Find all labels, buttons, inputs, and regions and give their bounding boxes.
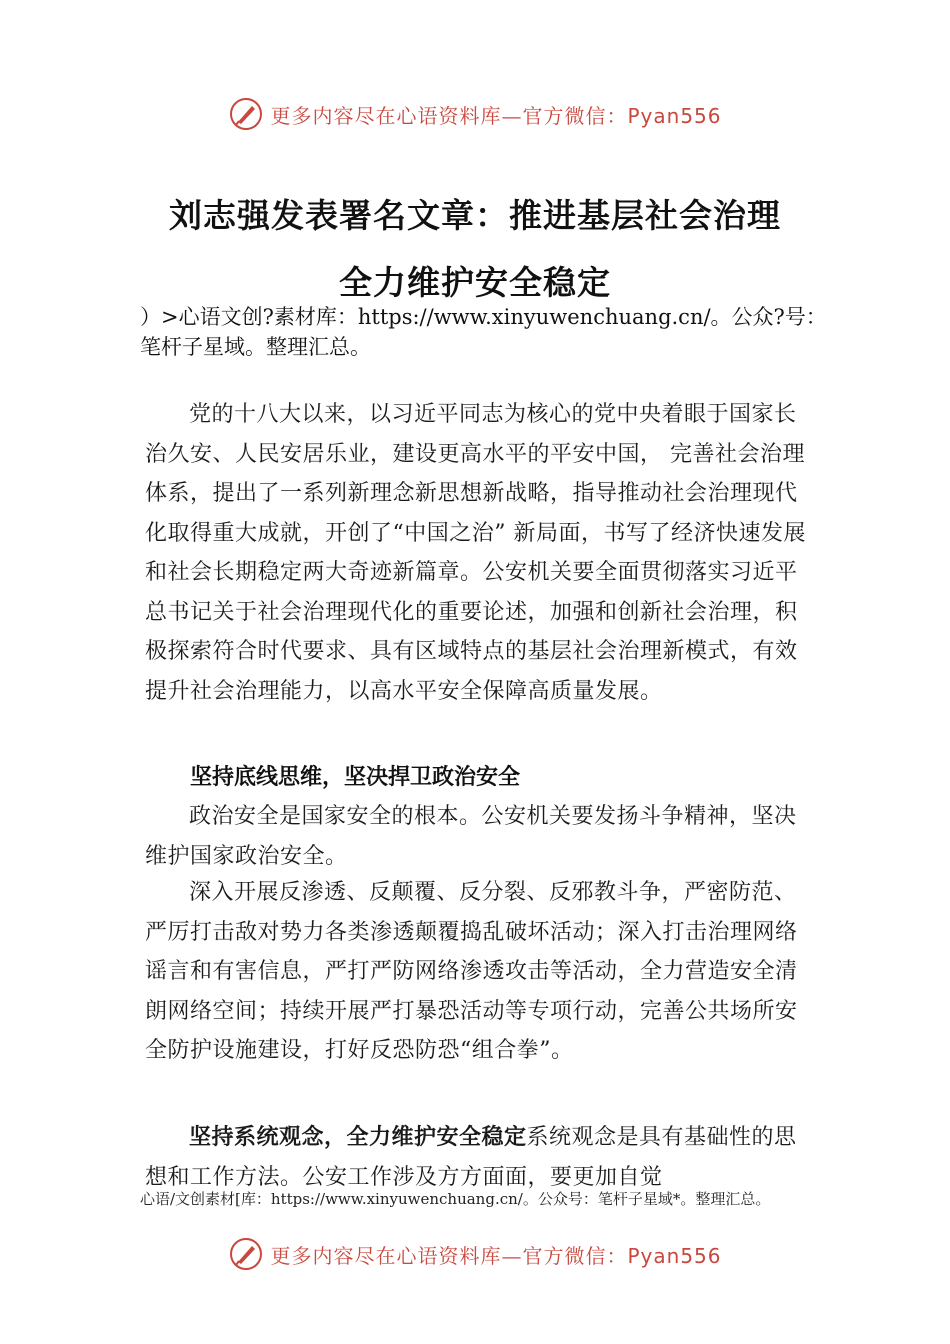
- header-banner: [0, 90, 950, 138]
- paragraph-intro: 党的十八大以来，以习近平同志为核心的党中央着眼于国家长治久安、人民安居乐业，建设更高水平的平安中国， 完善社会治理体系，提出了一系列新理念新思想新战略，指导推动社会治理现代化取得重大成就，开创了“中国之治” 新局面，书写了经济快速发展和社会长期稳定两大奇迹新篇章。公安机关要全面贯彻落实习近平总书记关于社会治理现代化的重要论述，加强和创新社会治理，积极探索符合时代要求、具有区域特点的基层社会治理新模式，有效提升社会治理能力，以高水平安全保障高质量发展。: [145, 402, 806, 704]
- banner-label: 更多内容尽在心语资料库—官方微信：Pyan556: [270, 103, 722, 128]
- footer-source-note: 心语/文创素材[库：https://www.xinyuwenchuang.cn/。公众号：笔杆子星域*。整理汇总。: [140, 1190, 771, 1208]
- footer-banner: [0, 1230, 950, 1278]
- article-title-line1: 刘志强发表署名文章：推进基层社会治理: [169, 196, 781, 235]
- wechat-id: Pyan556: [627, 1243, 722, 1268]
- quill-pen-logo-icon: [228, 96, 264, 132]
- quill-pen-logo-icon: [228, 1236, 264, 1272]
- article-title-line2: 全力维护安全稳定: [339, 263, 611, 302]
- paragraph-system-concept: 坚持系统观念，全力维护安全稳定系统观念是具有基础性的思想和工作方法。公安工作涉及方方面面，要更加自觉: [145, 1125, 797, 1190]
- banner-label: 更多内容尽在心语资料库—官方微信：Pyan556: [270, 1243, 722, 1268]
- section-heading-2: 坚持系统观念，全力维护安全稳定: [189, 1125, 527, 1150]
- paragraph-political-security: 政治安全是国家安全的根本。公安机关要发扬斗争精神，坚决维护国家政治安全。: [145, 804, 797, 869]
- wechat-id: Pyan556: [627, 103, 722, 128]
- source-note: ）>心语文创?素材库：https://www.xinyuwenchuang.cn/。公众?号：笔杆子星域。整理汇总。: [140, 305, 827, 359]
- section-heading-1: 坚持底线思维，坚决捍卫政治安全: [190, 765, 521, 790]
- paragraph-anti-infiltration: 深入开展反渗透、反颠覆、反分裂、反邪教斗争，严密防范、严厉打击敌对势力各类渗透颠覆捣乱破坏活动；深入打击治理网络谣言和有害信息，严打严防网络渗透攻击等活动，全力营造安全清朗网络空间；持续开展严打暴恐活动等专项行动，完善公共场所安全防护设施建设，打好反恐防恐“组合拳”。: [145, 880, 798, 1063]
